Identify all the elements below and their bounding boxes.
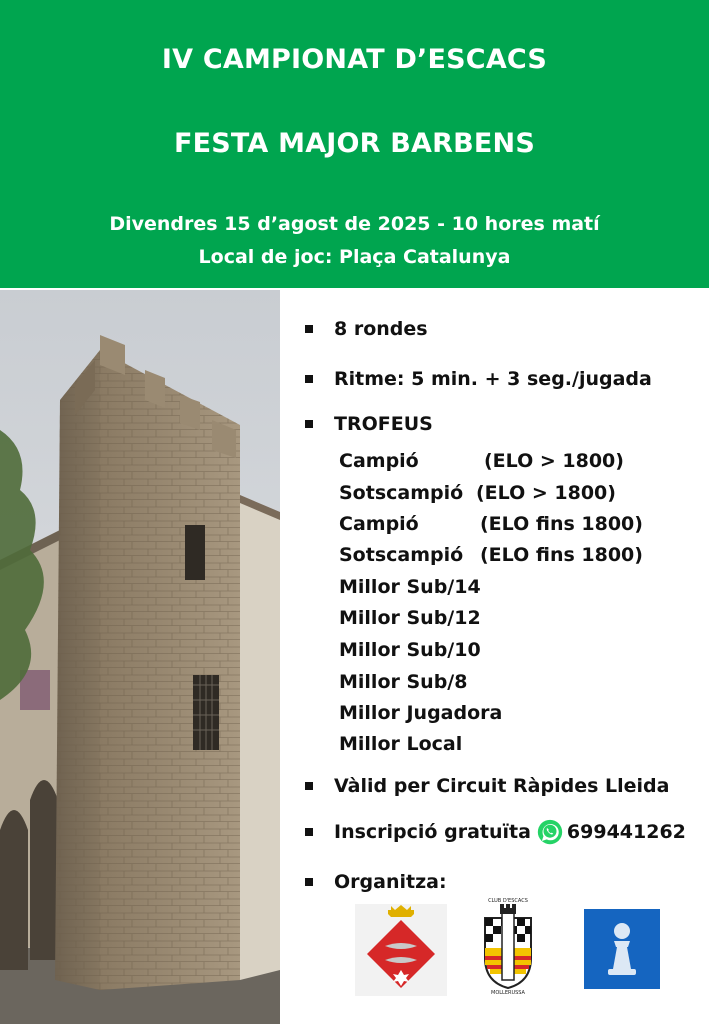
circuit-text: Vàlid per Circuit Ràpides Lleida (334, 775, 670, 797)
trophy-criteria: (ELO fins 1800) (480, 544, 643, 566)
chess-club-logo-text-top: CLUB D'ESCACS (488, 898, 528, 904)
trophy-name: Millor Jugadora (339, 702, 503, 724)
trophy-name: Sotscampió (339, 544, 464, 566)
trophy-name: Campió (339, 450, 419, 472)
trophy-name: Millor Sub/12 (339, 607, 481, 629)
trophy-item (339, 540, 643, 570)
list-item-registration (300, 818, 686, 846)
phone-number: 699441262 (566, 821, 686, 843)
tower-photo (0, 290, 280, 1024)
bullet-icon (305, 828, 313, 836)
trophy-item (339, 603, 481, 633)
list-item-trophies (300, 410, 433, 438)
venue-line: Local de joc: Plaça Catalunya (198, 246, 511, 268)
trophy-name: Sotscampió (339, 482, 464, 504)
trophy-item (339, 446, 624, 476)
pawn-federation-logo (584, 909, 660, 989)
trophy-name: Campió (339, 513, 419, 535)
trophy-name: Millor Sub/10 (339, 639, 481, 661)
chess-club-logo-text-bottom: MOLLERUSSA (491, 990, 525, 996)
trophy-criteria: (ELO > 1800) (484, 450, 624, 472)
bullet-icon (305, 325, 313, 333)
trophy-item (339, 729, 462, 759)
trophy-item (339, 667, 467, 697)
registration-label: Inscripció gratuïta (334, 821, 531, 843)
title-line-1: IV CAMPIONAT D’ESCACS (161, 44, 548, 75)
rhythm-text: Ritme: 5 min. + 3 seg./jugada (334, 368, 652, 390)
trophy-item (339, 509, 643, 539)
list-item-circuit (300, 772, 669, 800)
bullet-icon (305, 782, 313, 790)
whatsapp-icon (537, 819, 563, 845)
trophies-heading: TROFEUS (334, 413, 433, 435)
rounds-text: 8 rondes (334, 318, 428, 340)
trophy-name: Millor Local (339, 733, 463, 755)
trophy-name: Millor Sub/14 (339, 576, 481, 598)
trophy-criteria: (ELO fins 1800) (480, 513, 643, 535)
organizers-label: Organitza: (334, 871, 447, 893)
list-item-organizers (300, 868, 447, 896)
trophy-name: Millor Sub/8 (339, 671, 468, 693)
chess-club-logo (475, 896, 541, 996)
header-banner (0, 0, 709, 288)
bullet-icon (305, 375, 313, 383)
trophy-criteria: (ELO > 1800) (476, 482, 616, 504)
bullet-icon (305, 420, 313, 428)
trophy-item (339, 698, 502, 728)
details-panel (300, 290, 709, 1024)
trophy-item (339, 635, 481, 665)
trophy-item (339, 572, 481, 602)
list-item-rounds (300, 315, 428, 343)
barbens-coat-of-arms-logo (355, 904, 447, 996)
bullet-icon (305, 878, 313, 886)
title-line-2: FESTA MAJOR BARBENS (173, 128, 536, 159)
list-item-rhythm (300, 365, 652, 393)
date-line: Divendres 15 d’agost de 2025 - 10 hores matí (109, 213, 600, 235)
trophy-item (339, 478, 616, 508)
